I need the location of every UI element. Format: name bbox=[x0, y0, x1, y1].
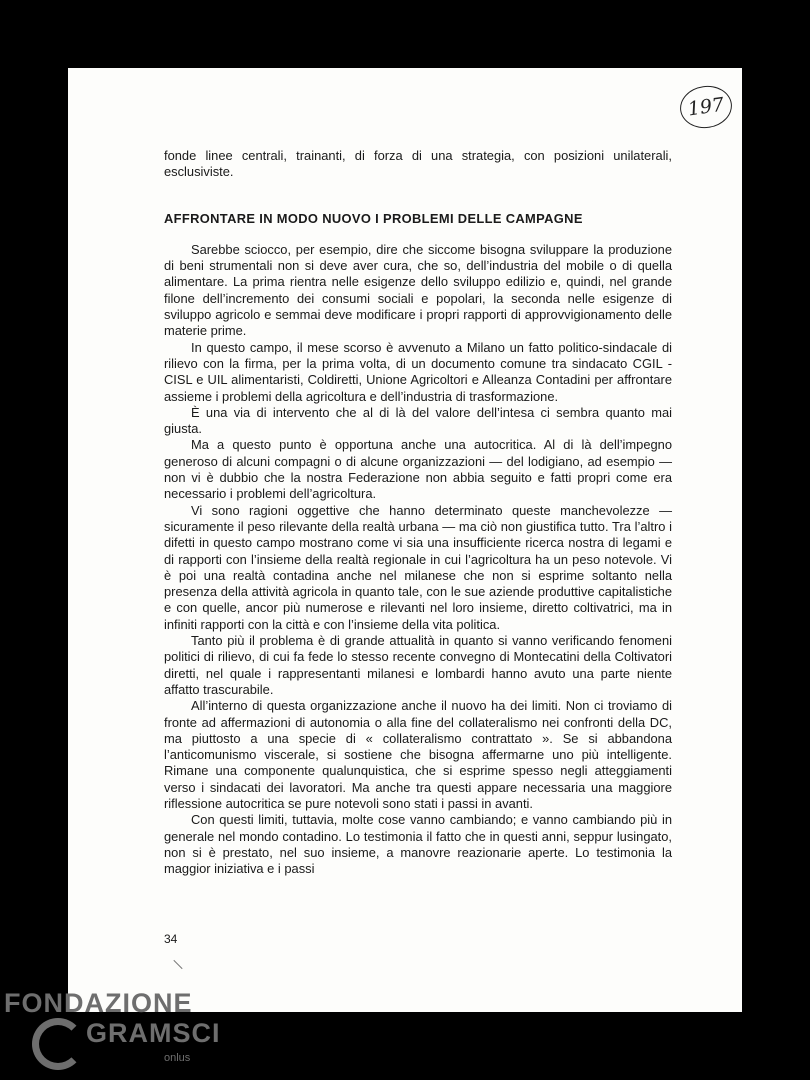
body-text bbox=[164, 148, 672, 877]
document-page bbox=[68, 68, 742, 1012]
paragraph: Ma a questo punto è opportuna anche una autocritica. Al di là dell’impegno generoso di alcuni compagni o di alcune organizzazioni — del lodigiano, ad esempio — non vi è dubbio che la nostra Federazione non abbia seguito e fatti propri come era necessario i problemi dell’agricoltura. bbox=[164, 437, 672, 502]
section-heading: AFFRONTARE IN MODO NUOVO I PROBLEMI DELLE CAMPAGNE bbox=[164, 210, 583, 226]
paragraph: All’interno di questa organizzazione anche il nuovo ha dei limiti. Non ci troviamo di fronte ad affermazioni di autonomia o alla fine del collateralismo nei confronti della DC, ma piuttosto a una specie di « collateralismo contrattato ». Se si abbandona l’anticomunismo viscerale, si sostiene che bisogna affermarne uno più intelligente. Rimane una componente qualunquistica, che si esprime spesso negli atteggiamenti verso i sindacati dei lavoratori. Ma anche tra questi appare necessaria una maggiore riflessione autocritica se pure notevoli sono stati i passi in avanti. bbox=[164, 698, 672, 811]
watermark-fondazione: FONDAZIONE bbox=[4, 988, 193, 1018]
paragraph: Con questi limiti, tuttavia, molte cose vanno cambiando; e vanno cambiando più in generale nel mondo contadino. Lo testimonia il fatto che in questi anni, seppur lusingato, non si è prestato, nel suo insieme, a manovre reazionarie aperte. Lo testimonia la maggior iniziativa e i passi bbox=[164, 812, 672, 877]
paragraph: Vi sono ragioni oggettive che hanno determinato queste manchevolezze — sicuramente il peso rilevante della realtà urbana — ma ciò non giustifica tutto. Tra l’altro i difetti in questo campo mostrano come vi sia una insufficiente ricerca nostra di legami e di rapporti con l’insieme della realtà regionale in cui l’agricoltura ha un peso notevole. Vi è poi una realtà contadina anche nel milanese che non si esprime soltanto nella presenza della attività agricola in quanto tale, con le sue aziende produttive capitalistiche e con quelle, ancor più numerose e rilevanti nel loro insieme, diretto coltivatrici, ma in infiniti rapporti con la città e con l’insieme della vita politica. bbox=[164, 502, 672, 632]
paragraph: In questo campo, il mese scorso è avvenuto a Milano un fatto politico-sindacale di rilievo con la firma, per la prima volta, di un documento comune tra sindacato CGIL - CISL e UIL alimentaristi, Coldiretti, Unione Agricoltori e Alleanza Contadini per affrontare assieme i problemi della agricoltura e dell’industria di trasformazione. bbox=[164, 339, 672, 404]
watermark-logo-icon bbox=[32, 1018, 84, 1070]
paragraph-continuation: fonde linee centrali, trainanti, di forza di una strategia, con posizioni unilaterali, esclusiviste. bbox=[164, 148, 672, 180]
watermark-gramsci: GRAMSCI bbox=[86, 1018, 221, 1048]
paragraph: Sarebbe sciocco, per esempio, dire che siccome bisogna sviluppare la produzione di beni strumentali non si deve aver cura, che so, dell’industria del mobile o di quella alimentare. La prima rientra nelle esigenze dello sviluppo edilizio e, quindi, nel grande filone dell’incremento dei consumi sociali e popolari, la seconda nelle esigenze di sviluppo agricolo e semmai deve modificare i propri rapporti di approvvigionamento delle materie prime. bbox=[164, 241, 672, 339]
page-number: 34 bbox=[164, 932, 178, 946]
watermark-onlus: onlus bbox=[164, 1052, 191, 1064]
paragraph: Tanto più il problema è di grande attualità in quanto si vanno verificando fenomeni politici di rilievo, di cui fa fede lo stesso recente convegno di Montecatini della Coltivatori diretti, nel quale i rappresentanti milanesi e lombardi hanno avuto una parte niente affatto trascurabile. bbox=[164, 633, 672, 697]
pencil-mark bbox=[173, 960, 182, 969]
paragraph: È una via di intervento che al di là del valore dell’intesa ci sembra quanto mai giusta. bbox=[164, 404, 672, 437]
archive-stamp: 197 bbox=[677, 83, 734, 132]
